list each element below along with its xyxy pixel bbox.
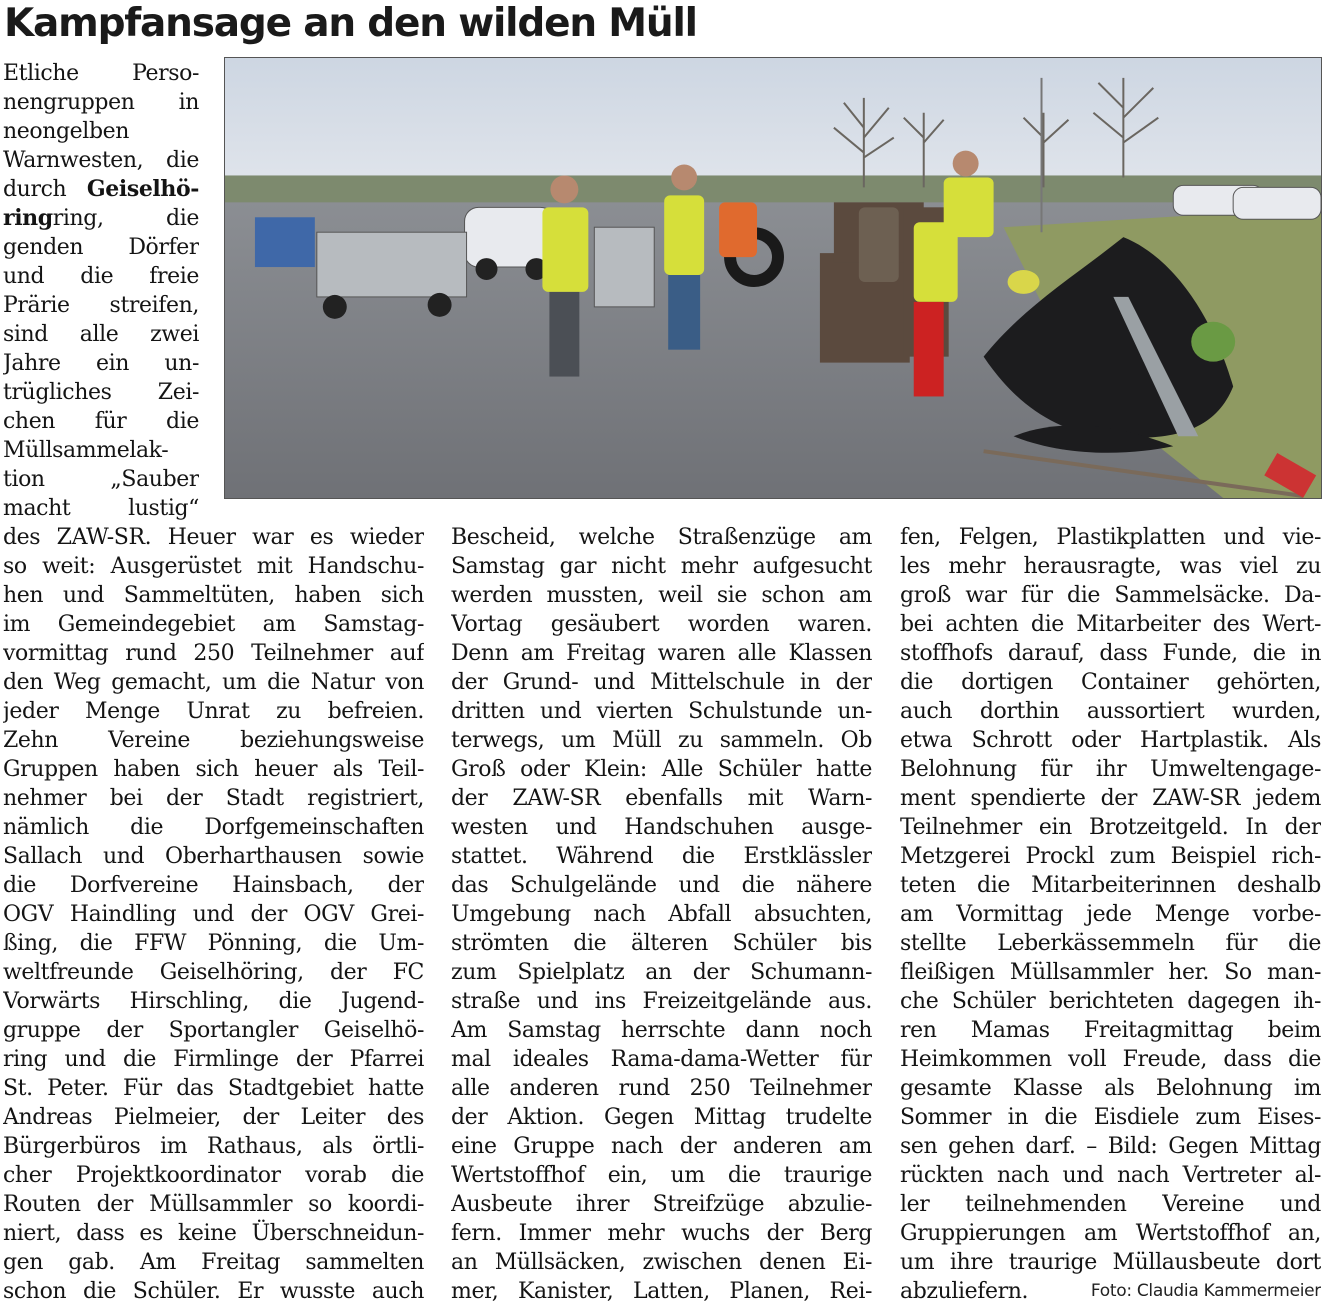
body-column-2 bbox=[451, 523, 872, 1306]
body-line: Gruppierungen am Wertstoffhof an, bbox=[900, 1221, 1321, 1246]
body-line: teten die Mitarbeiterinnen deshalb bbox=[900, 873, 1321, 898]
body-line: um ihre traurige Müllausbeute dort bbox=[900, 1250, 1321, 1275]
body-line: stellte Leberkässemmeln für die bbox=[900, 931, 1321, 956]
body-line: strömten die älteren Schüler bis bbox=[451, 931, 872, 956]
body-line: Denn am Freitag waren alle Klassen bbox=[451, 641, 872, 666]
body-line: Groß oder Klein: Alle Schüler hatte bbox=[451, 757, 872, 782]
intro-line-with-bold bbox=[3, 175, 199, 204]
body-line: der Grund- und Mittelschule in der bbox=[451, 670, 872, 695]
body-line: Gruppen haben sich heuer als Teil- bbox=[3, 757, 424, 782]
intro-column bbox=[3, 59, 199, 523]
body-line: Zehn Vereine beziehungsweise bbox=[3, 728, 424, 753]
intro-line: durch bbox=[3, 177, 87, 202]
body-line: bei achten die Mitarbeiter des Wert- bbox=[900, 612, 1321, 637]
body-line: im Gemeindegebiet am Samstag- bbox=[3, 612, 424, 637]
photo-credit: Foto: Claudia Kammermeier bbox=[1090, 1281, 1321, 1301]
body-line: terwegs, um Müll zu sammeln. Ob bbox=[451, 728, 872, 753]
body-line: groß war für die Sammelsäcke. Da- bbox=[900, 583, 1321, 608]
body-line: ren Mamas Freitagmittag beim bbox=[900, 1018, 1321, 1043]
intro-line: nengruppen in bbox=[3, 90, 199, 115]
body-line: les mehr herausragte, was viel zu bbox=[900, 554, 1321, 579]
body-line: cher Projektkoordinator vorab die bbox=[3, 1163, 424, 1188]
body-line: jeder Menge Unrat zu befreien. bbox=[3, 699, 424, 724]
body-line: an Müllsäcken, zwischen denen Ei- bbox=[451, 1250, 872, 1275]
intro-line: chen für die bbox=[3, 409, 199, 434]
body-line: ring und die Firmlinge der Pfarrei bbox=[3, 1047, 424, 1072]
body-line: Teilnehmer ein Brotzeitgeld. In der bbox=[900, 815, 1321, 840]
closing-line bbox=[900, 1277, 1321, 1306]
intro-line: Jahre ein un- bbox=[3, 351, 199, 376]
body-line: Andreas Pielmeier, der Leiter des bbox=[3, 1105, 424, 1130]
body-line: St. Peter. Für das Stadtgebiet hatte bbox=[3, 1076, 424, 1101]
photo-illustration bbox=[225, 58, 1321, 498]
body-line: Bürgerbüros im Rathaus, als örtli- bbox=[3, 1134, 424, 1159]
body-line: Heimkommen voll Freude, dass die bbox=[900, 1047, 1321, 1072]
body-line: hen und Sammeltüten, haben sich bbox=[3, 583, 424, 608]
intro-line: macht lustig“ bbox=[3, 496, 199, 521]
intro-line: sind alle zwei bbox=[3, 322, 199, 347]
body-line: rückten nach und nach Vertreter al- bbox=[900, 1163, 1321, 1188]
body-line: niert, dass es keine Überschneidun- bbox=[3, 1221, 424, 1246]
body-line: mal ideales Rama-dama-Wetter für bbox=[451, 1047, 872, 1072]
body-line: eine Gruppe nach der anderen am bbox=[451, 1134, 872, 1159]
body-line: gesamte Klasse als Belohnung im bbox=[900, 1076, 1321, 1101]
body-line: Ausbeute ihrer Streifzüge abzulie- bbox=[451, 1192, 872, 1217]
body-line: das Schulgelände und die nähere bbox=[451, 873, 872, 898]
body-line: fen, Felgen, Plastikplatten und vie- bbox=[900, 525, 1321, 550]
body-line: etwa Schrott oder Hartplastik. Als bbox=[900, 728, 1321, 753]
body-line: die dortigen Container gehörten, bbox=[900, 670, 1321, 695]
body-line: Metzgerei Prockl zum Beispiel rich- bbox=[900, 844, 1321, 869]
body-line: Vortag gesäubert worden waren. bbox=[451, 612, 872, 637]
body-line: die Dorfvereine Hainsbach, der bbox=[3, 873, 424, 898]
intro-line: Prärie streifen, bbox=[3, 293, 199, 318]
body-line: weltfreunde Geiselhöring, der FC bbox=[3, 960, 424, 985]
body-line: Vorwärts Hirschling, die Jugend- bbox=[3, 989, 424, 1014]
body-line: OGV Haindling und der OGV Grei- bbox=[3, 902, 424, 927]
intro-line: Warnwesten, die bbox=[3, 148, 199, 173]
body-line: der ZAW-SR ebenfalls mit Warn- bbox=[451, 786, 872, 811]
body-line: Routen der Müllsammler so koordi- bbox=[3, 1192, 424, 1217]
body-line: dritten und vierten Schulstunde un- bbox=[451, 699, 872, 724]
intro-bold-place-end: ring bbox=[3, 205, 53, 231]
body-line: ment spendierte der ZAW-SR jedem bbox=[900, 786, 1321, 811]
body-line: des ZAW-SR. Heuer war es wieder bbox=[3, 525, 424, 550]
intro-line: Müllsammelak- bbox=[3, 438, 169, 463]
body-line: fern. Immer mehr wuchs der Berg bbox=[451, 1221, 872, 1246]
body-line: Wertstoffhof ein, um die traurige bbox=[451, 1163, 872, 1188]
body-line: Belohnung für ihr Umweltengage- bbox=[900, 757, 1321, 782]
body-line: straße und ins Freizeitgelände aus. bbox=[451, 989, 872, 1014]
body-line: nehmer bei der Stadt registriert, bbox=[3, 786, 424, 811]
body-line: Umgebung nach Abfall absuchten, bbox=[451, 902, 872, 927]
body-line: Sommer in die Eisdiele zum Eises- bbox=[900, 1105, 1321, 1130]
body-line: am Vormittag jede Menge vorbe- bbox=[900, 902, 1321, 927]
intro-line: und die freie bbox=[3, 264, 199, 289]
intro-line: genden Dörfer bbox=[3, 235, 199, 260]
body-line: che Schüler berichteten dagegen ih- bbox=[900, 989, 1321, 1014]
body-line: schon die Schüler. Er wusste auch bbox=[3, 1279, 424, 1304]
body-line: westen und Handschuhen ausge- bbox=[451, 815, 872, 840]
intro-line: Etliche Perso- bbox=[3, 61, 199, 86]
intro-line: trügliches Zei- bbox=[3, 380, 199, 405]
body-column-1 bbox=[3, 523, 424, 1306]
intro-line-with-bold bbox=[3, 204, 199, 233]
body-line: ßing, die FFW Pönning, die Um- bbox=[3, 931, 424, 956]
body-line: mer, Kanister, Latten, Planen, Rei- bbox=[451, 1279, 872, 1304]
body-line: so weit: Ausgerüstet mit Handschu- bbox=[3, 554, 424, 579]
article-headline: Kampfansage an den wilden Müll bbox=[4, 1, 697, 46]
body-line: der Aktion. Gegen Mittag trudelte bbox=[451, 1105, 872, 1130]
body-line: vormittag rund 250 Teilnehmer auf bbox=[3, 641, 424, 666]
body-line: Sallach und Oberharthausen sowie bbox=[3, 844, 424, 869]
intro-line: tion „Sauber bbox=[3, 467, 199, 492]
body-line: alle anderen rund 250 Teilnehmer bbox=[451, 1076, 872, 1101]
body-line: gen gab. Am Freitag sammelten bbox=[3, 1250, 424, 1275]
body-line: Am Samstag herrschte dann noch bbox=[451, 1018, 872, 1043]
body-line: auch dorthin aussortiert wurden, bbox=[900, 699, 1321, 724]
intro-line: ring, die bbox=[52, 206, 199, 231]
closing-text: abzuliefern. bbox=[900, 1279, 1029, 1304]
body-line: fleißigen Müllsammler her. So man- bbox=[900, 960, 1321, 985]
body-line: ler teilnehmenden Vereine und bbox=[900, 1192, 1321, 1217]
body-line: sen gehen darf. – Bild: Gegen Mittag bbox=[900, 1134, 1321, 1159]
body-line: stattet. Während die Erstklässler bbox=[451, 844, 872, 869]
body-line: gruppe der Sportangler Geiselhö- bbox=[3, 1018, 424, 1043]
intro-line: neongelben bbox=[3, 119, 130, 144]
article-photo bbox=[224, 57, 1322, 499]
body-line: Bescheid, welche Straßenzüge am bbox=[451, 525, 872, 550]
body-line: nämlich die Dorfgemeinschaften bbox=[3, 815, 424, 840]
body-line: den Weg gemacht, um die Natur von bbox=[3, 670, 424, 695]
body-column-3 bbox=[900, 523, 1321, 1306]
body-line: zum Spielplatz an der Schumann- bbox=[451, 960, 872, 985]
intro-bold-place: Geiselhö- bbox=[86, 176, 199, 202]
body-line: stoffhofs darauf, dass Funde, die in bbox=[900, 641, 1321, 666]
body-line: Samstag gar nicht mehr aufgesucht bbox=[451, 554, 872, 579]
body-line: werden mussten, weil sie schon am bbox=[451, 583, 872, 608]
